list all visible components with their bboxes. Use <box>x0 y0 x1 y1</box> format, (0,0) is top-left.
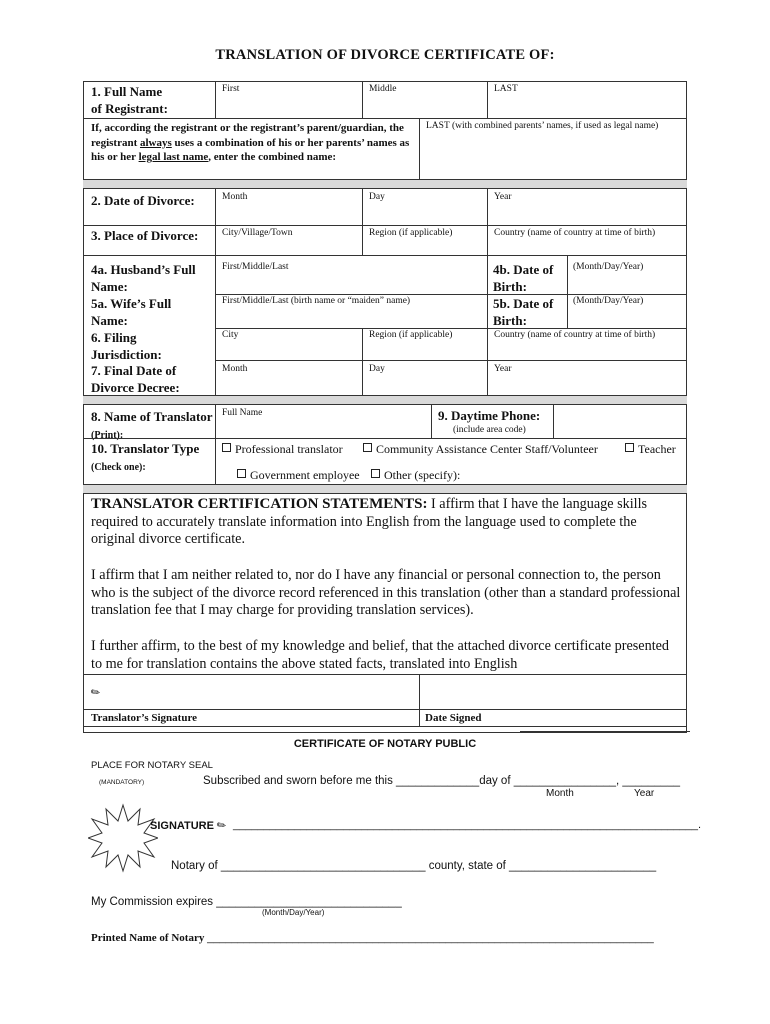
filing-jurisdiction-label: 6. Filing Jurisdiction: <box>91 330 162 362</box>
option-professional-translator[interactable]: Professional translator <box>222 442 343 456</box>
decree-day-field[interactable]: Day <box>369 364 385 374</box>
husband-name-field[interactable]: First/Middle/Last <box>222 262 289 272</box>
year-hint: Year <box>634 788 655 799</box>
filing-country-field[interactable]: Country (name of country at time of birth) <box>494 330 656 340</box>
filing-city-field[interactable]: City <box>222 330 239 340</box>
divorce-region-field[interactable]: Region (if applicable) <box>369 228 453 238</box>
date-signed-field[interactable] <box>425 678 680 706</box>
signature-label: SIGNATURE ✎ <box>150 818 230 834</box>
notary-seal-place-label: PLACE FOR NOTARY SEAL <box>91 760 213 771</box>
notary-county-state-line[interactable]: Notary of ________________________________ county, state of _______________________ <box>171 860 657 872</box>
certification-heading: TRANSLATOR CERTIFICATION STATEMENTS: <box>91 496 428 512</box>
option-teacher[interactable]: Teacher <box>625 442 676 456</box>
pen-icon: ✎ <box>88 685 104 701</box>
certification-statement-2: I affirm that I am neither related to, nor do I have any financial or personal connection to, the person who is the subject of the divorce record referenced in this translation (other than a standard professional translation fee that I may charge for providing translation services). <box>91 567 681 618</box>
wife-name-field[interactable]: First/Middle/Last (birth name or “maiden” name) <box>222 296 411 306</box>
divorce-place-label: 3. Place of Divorce: <box>91 228 199 243</box>
subscribed-sworn-line[interactable]: Subscribed and sworn before me this _____________day of ________________, _________ <box>203 775 680 787</box>
registrant-label: 1. Full Name of Registrant: <box>91 84 168 116</box>
combined-name-instructions: If, according the registrant or the registrant’s parent/guardian, the registrant always uses a combination of his or her parents’ names as his or her legal last name, enter the combined name: <box>91 122 410 163</box>
option-government-employee[interactable]: Government employee <box>237 468 360 482</box>
option-other[interactable]: Other (specify): <box>371 468 460 482</box>
decree-year-field[interactable]: Year <box>494 364 512 374</box>
translator-signature-field[interactable] <box>110 678 410 706</box>
option-community-staff[interactable]: Community Assistance Center Staff/Volunteer <box>363 442 598 456</box>
divorce-month-field[interactable]: Month <box>222 192 248 202</box>
date-signed-label: Date Signed <box>425 712 482 724</box>
commission-expires-line[interactable]: My Commission expires _____________________________ <box>91 896 402 908</box>
daytime-phone-field[interactable] <box>560 408 680 434</box>
middle-name-field[interactable]: Middle <box>369 84 397 94</box>
checkbox[interactable] <box>625 443 634 452</box>
wife-dob-label: 5b. Date of Birth: <box>493 296 554 328</box>
translator-signature-label: Translator’s Signature <box>91 712 198 724</box>
divorce-date-label: 2. Date of Divorce: <box>91 193 195 208</box>
wife-name-label: 5a. Wife’s Full Name: <box>91 296 172 328</box>
mandatory-label: (MANDATORY) <box>99 779 145 786</box>
commission-date-hint: (Month/Day/Year) <box>262 908 325 917</box>
divorce-city-field[interactable]: City/Village/Town <box>222 228 293 238</box>
husband-dob-label: 4b. Date of Birth: <box>493 262 554 294</box>
divorce-year-field[interactable]: Year <box>494 192 512 202</box>
certification-statement-3: I further affirm, to the best of my knowledge and belief, that the attached divorce certificate presented to me for translation contains the above stated facts, translated into English <box>91 638 670 672</box>
printed-name-notary-line[interactable]: Printed Name of Notary _________________________________________________________________________ <box>91 932 654 944</box>
month-hint: Month <box>546 788 574 799</box>
notary-heading: CERTIFICATE OF NOTARY PUBLIC <box>293 738 477 750</box>
daytime-phone-label: 9. Daytime Phone: <box>438 408 541 423</box>
husband-name-label: 4a. Husband’s Full Name: <box>91 262 196 294</box>
husband-dob-field[interactable]: (Month/Day/Year) <box>573 262 644 272</box>
page-title: TRANSLATION OF DIVORCE CERTIFICATE OF: <box>215 47 555 63</box>
final-decree-date-label: 7. Final Date of Divorce Decree: <box>91 363 180 395</box>
wife-dob-field[interactable]: (Month/Day/Year) <box>573 296 644 306</box>
checkbox[interactable] <box>363 443 372 452</box>
checkbox[interactable] <box>371 469 380 478</box>
first-name-field[interactable]: First <box>222 84 240 94</box>
translator-name-label: 8. Name of Translator (Print): <box>91 409 213 441</box>
certification-statement-1: TRANSLATOR CERTIFICATION STATEMENTS: I affirm that I have the language skills required to accurately translate information into English from the language used to complete the original divorce certificate. <box>91 496 648 547</box>
translator-name-field[interactable]: Full Name <box>222 408 263 418</box>
notary-signature-line[interactable]: ____________________________________________________________________________. <box>233 819 701 831</box>
decree-month-field[interactable]: Month <box>222 364 248 374</box>
checkbox[interactable] <box>222 443 231 452</box>
notary-seal-starburst <box>88 803 158 873</box>
filing-region-field[interactable]: Region (if applicable) <box>369 330 453 340</box>
translator-type-label: 10. Translator Type (Check one): <box>91 441 200 473</box>
divorce-day-field[interactable]: Day <box>369 192 385 202</box>
last-name-field[interactable]: LAST <box>494 84 518 94</box>
divorce-country-field[interactable]: Country (name of country at time of birth) <box>494 228 656 238</box>
checkbox[interactable] <box>237 469 246 478</box>
pen-icon: ✎ <box>214 818 230 834</box>
combined-last-name-field[interactable]: LAST (with combined parents’ names, if used as legal name) <box>426 121 659 131</box>
phone-hint: (include area code) <box>453 425 526 435</box>
